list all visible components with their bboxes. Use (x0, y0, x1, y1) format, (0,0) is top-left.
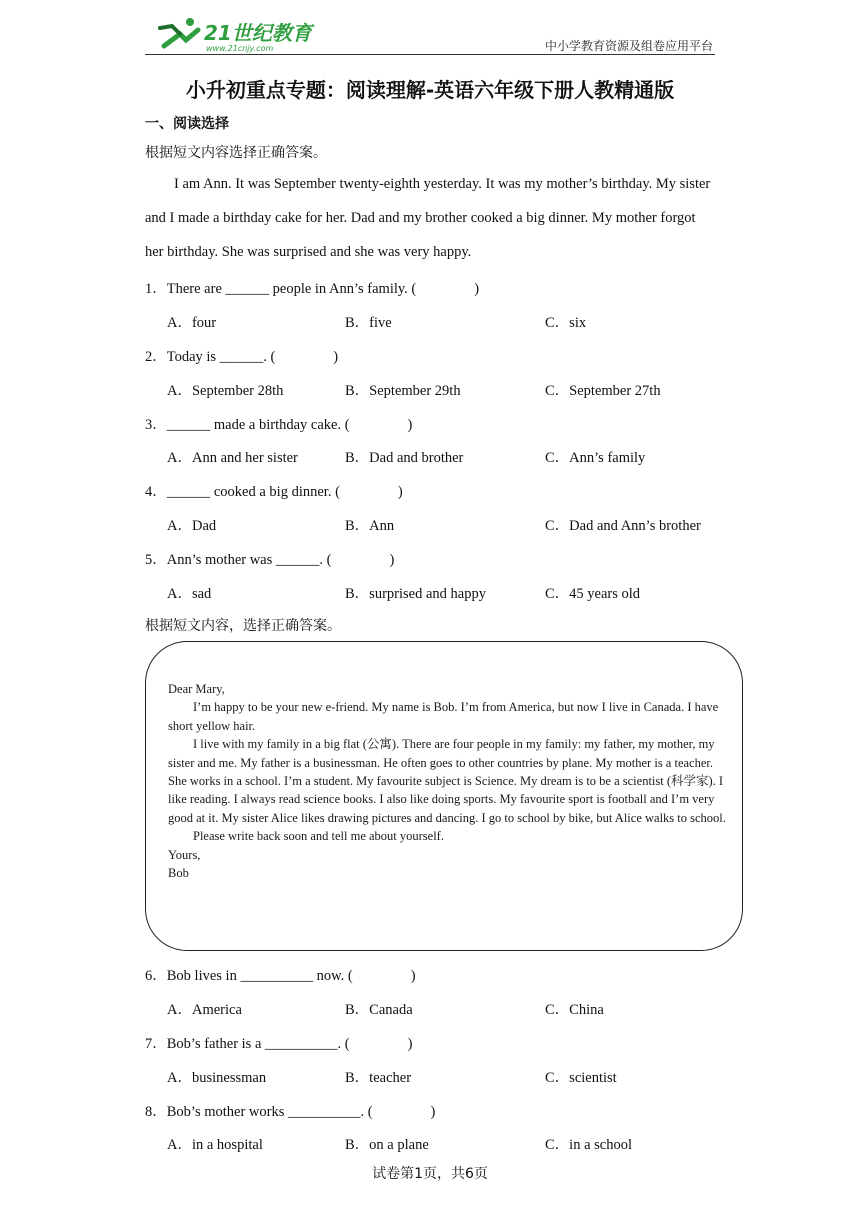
runner-icon (160, 18, 198, 46)
q2-option-b[interactable]: B．September 29th (345, 383, 461, 399)
svg-text:www.21cnjy.com: www.21cnjy.com (206, 44, 274, 53)
q1-option-c[interactable]: C．six (545, 315, 587, 331)
q1-option-b[interactable]: B．five (345, 315, 392, 331)
platform-label: 中小学教育资源及组卷应用平台 (544, 39, 713, 53)
q2-option-a[interactable]: A．September 28th (167, 383, 284, 399)
q5-option-b[interactable]: B．surprised and happy (345, 586, 486, 602)
letter-paragraph-3: Please write back soon and tell me about yourself. (193, 829, 444, 844)
q5-option-a[interactable]: A．sad (167, 586, 212, 602)
letter-paragraph-1: I’m happy to be your new e-friend. My name is Bob. I’m from America, but now I live in Canada. I have short yellow hair. (168, 700, 719, 733)
q5-option-c[interactable]: C．45 years old (545, 586, 641, 602)
q7-option-b[interactable]: B．teacher (345, 1070, 412, 1086)
q2-option-c[interactable]: C．September 27th (545, 383, 661, 399)
q7-option-a[interactable]: A．businessman (167, 1070, 267, 1086)
part1-instruction: 根据短文内容选择正确答案。 (145, 145, 327, 161)
question-3: 3．______ made a birthday cake. ( ) (145, 417, 413, 433)
question-8: 8．Bob’s mother works __________. ( ) (145, 1104, 436, 1120)
page-footer: 试卷第1页，共6页 (372, 1166, 488, 1182)
q3-option-a[interactable]: A．Ann and her sister (167, 450, 298, 466)
q8-option-c[interactable]: C．in a school (545, 1137, 632, 1153)
question-5: 5．Ann’s mother was ______. ( ) (145, 552, 395, 568)
question-2: 2．Today is ______. ( ) (145, 349, 339, 365)
q3-option-b[interactable]: B．Dad and brother (345, 450, 464, 466)
q4-option-b[interactable]: B．Ann (345, 518, 395, 534)
letter-paragraph-2: I live with my family in a big flat (公寓). There are four people in my family: my father, my mother, my sister and me. My father is a businessman. He often goes to other countries by plane. My mother is a teacher. She works in a school. I’m a student. My favourite subject is Science. My dream is to be a scientist (科学家). I like reading. I always read science books. I also like doing sports. My favourite sport is football and I’m very good at it. My sister Alice likes drawing pictures and dancing. I go to school by bike, but Alice walks to school. (168, 737, 726, 825)
q8-option-b[interactable]: B．on a plane (345, 1137, 429, 1153)
site-logo (150, 16, 320, 54)
q7-option-c[interactable]: C．scientist (545, 1070, 617, 1086)
q6-option-a[interactable]: A．America (167, 1002, 242, 1018)
q4-option-a[interactable]: A．Dad (167, 518, 217, 534)
letter-signature: Bob (168, 866, 189, 881)
q6-option-b[interactable]: B．Canada (345, 1002, 413, 1018)
question-4: 4．______ cooked a big dinner. ( ) (145, 484, 403, 500)
q1-option-a[interactable]: A．four (167, 315, 217, 331)
part1-passage: I am Ann. It was September twenty-eighth yesterday. It was my mother’s birthday. My sister and I made a birthday cake for her. Dad and my brother cooked a big dinner. My mother forgot her birthday. She was surprised and she was very happy. (145, 176, 711, 260)
q3-option-c[interactable]: C．Ann’s family (545, 450, 646, 466)
email-letter (168, 680, 730, 882)
letter-closing: Yours, (168, 847, 201, 862)
q8-option-a[interactable]: A．in a hospital (167, 1137, 263, 1153)
question-6: 6．Bob lives in __________ now. ( ) (145, 968, 416, 984)
svg-text:21世纪教育: 21世纪教育 (204, 21, 312, 45)
q6-option-c[interactable]: C．China (545, 1002, 604, 1018)
question-7: 7．Bob’s father is a __________. ( ) (145, 1036, 413, 1052)
section-heading: 一、阅读选择 (145, 116, 229, 132)
part2-instruction: 根据短文内容，选择正确答案。 (145, 618, 341, 634)
letter-greeting: Dear Mary, (168, 682, 225, 696)
q4-option-c[interactable]: C．Dad and Ann’s brother (545, 518, 701, 534)
page-title: 小升初重点专题：阅读理解-英语六年级下册人教精通版 (185, 78, 675, 102)
header-rule (145, 54, 715, 55)
question-1: 1．There are ______ people in Ann’s family. ( ) (145, 281, 480, 297)
